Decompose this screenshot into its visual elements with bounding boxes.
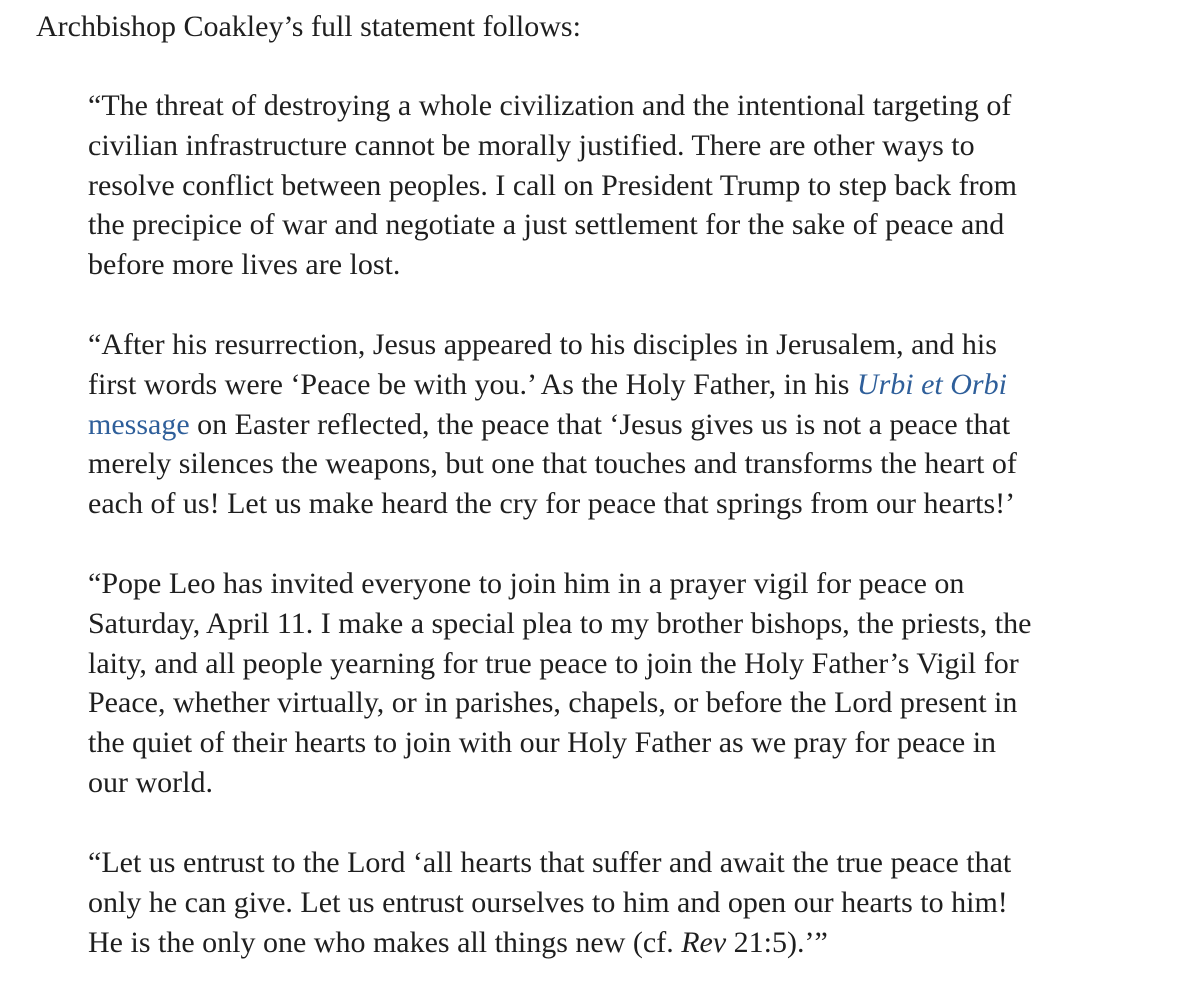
- paragraph-2-line-2: [88, 365, 1178, 405]
- urbi-et-orbi-link-end[interactable]: message: [88, 407, 190, 441]
- paragraph-2-line-3-text: on Easter reflected, the peace that ‘Jesus gives us is not a peace that: [189, 407, 1011, 441]
- paragraph-4-line-3: [88, 923, 1178, 963]
- paragraph-4-line-3-end: 21:5).’”: [726, 925, 828, 959]
- paragraph-1-line-3: resolve conflict between peoples. I call on President Trump to step back from: [88, 168, 1017, 202]
- paragraph-1-line-5: before more lives are lost.: [88, 248, 401, 282]
- rev-citation: Rev: [681, 925, 727, 959]
- paragraph-2-line-4: merely silences the weapons, but one that touches and transforms the heart of: [88, 447, 1017, 481]
- paragraph-1-line-1: “The threat of destroying a whole civilization and the intentional targeting of: [88, 89, 1012, 122]
- quote-paragraph-2: [88, 325, 1178, 524]
- quote-paragraph-4: [88, 843, 1178, 962]
- quote-paragraph-3: [88, 564, 1178, 803]
- paragraph-2-line-2-text: first words were ‘Peace be with you.’ As the Holy Father, in his: [88, 367, 857, 401]
- urbi-et-orbi-link-start[interactable]: [857, 368, 1007, 401]
- urbi-et-orbi-link-italic: Urbi et Orbi: [856, 367, 1007, 401]
- paragraph-3-line-1: “Pope Leo has invited everyone to join him in a prayer vigil for peace on: [88, 567, 965, 600]
- paragraph-3-line-4: Peace, whether virtually, or in parishes, chapels, or before the Lord present in: [88, 686, 1018, 720]
- paragraph-2-line-3: [88, 405, 1178, 445]
- paragraph-3-line-3: laity, and all people yearning for true peace to join the Holy Father’s Vigil for: [88, 646, 1019, 680]
- paragraph-4-line-3-start: He is the only one who makes all things new (cf.: [88, 925, 682, 959]
- paragraph-2-line-5: each of us! Let us make heard the cry for peace that springs from our hearts!’: [88, 487, 1016, 521]
- paragraph-1-line-2: civilian infrastructure cannot be morally justified. There are other ways to: [88, 128, 975, 162]
- paragraph-3-line-5: the quiet of their hearts to join with our Holy Father as we pray for peace in: [88, 726, 997, 760]
- intro-text: Archbishop Coakley’s full statement follows:: [36, 10, 581, 43]
- paragraph-4-line-1: “Let us entrust to the Lord ‘all hearts that suffer and await the true peace that: [88, 846, 1012, 879]
- paragraph-2-line-1: “After his resurrection, Jesus appeared to his disciples in Jerusalem, and his: [88, 328, 997, 361]
- paragraph-3-line-2: Saturday, April 11. I make a special plea to my brother bishops, the priests, the: [88, 606, 1032, 640]
- paragraph-3-line-6: our world.: [88, 765, 213, 799]
- paragraph-1-line-4: the precipice of war and negotiate a just settlement for the sake of peace and: [88, 208, 1005, 242]
- paragraph-4-line-2: only he can give. Let us entrust ourselves to him and open our hearts to him!: [88, 885, 1008, 919]
- quote-paragraph-1: [88, 86, 1178, 285]
